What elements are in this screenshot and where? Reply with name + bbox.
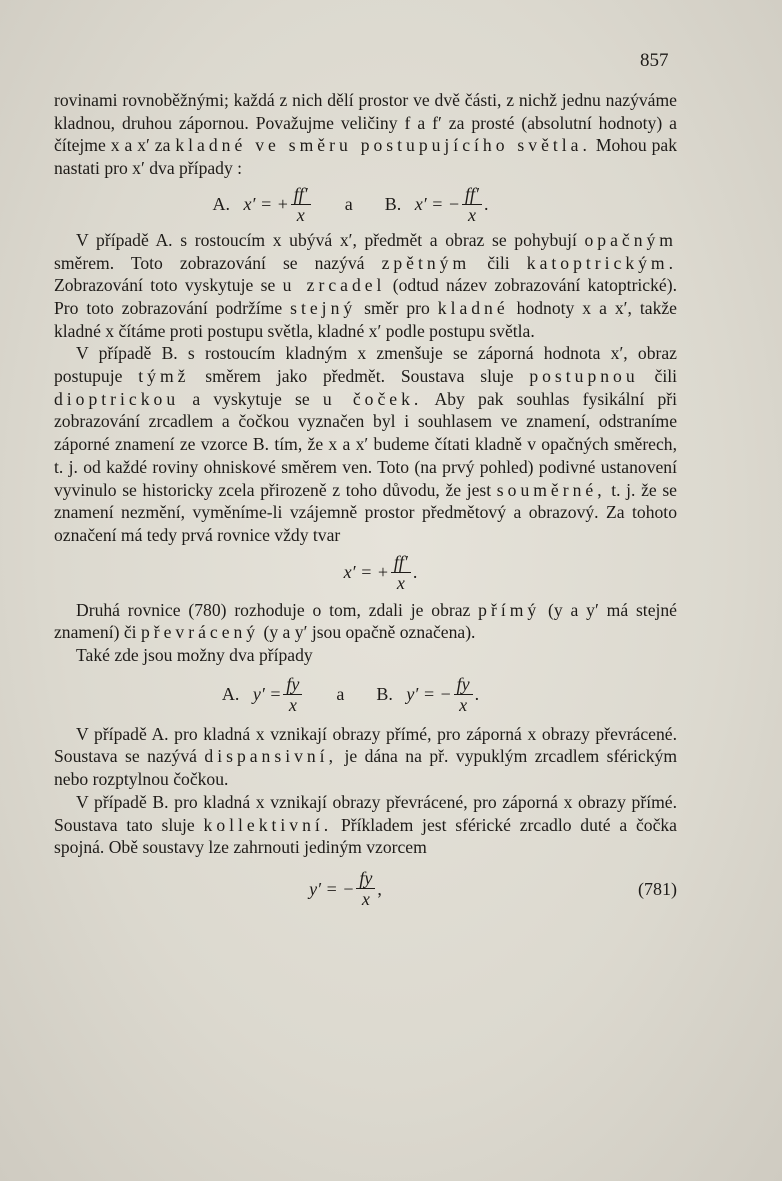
equation-x-general: x′ = + $\frac{ff'}{x}$ . bbox=[343, 552, 418, 594]
fraction: $\frac{ff'}{x}$ bbox=[391, 552, 411, 593]
paragraph-7: V případě B. pro kladná x vznikají obrazy převrácené, pro záporná x obrazy přímé. Soustava tato sluje kollektivní. Příkladem jest sférické zrcadlo duté a čočka spojná. Obě soustavy lze zahrnouti jediným vzorcem bbox=[54, 791, 677, 858]
equation-781: y′ = − $\frac{fy}{x}$ , (781) bbox=[309, 868, 677, 910]
paragraph-2: V případě A. s rostoucím x ubývá x′, předmět a obraz se pohybují opačným směrem. Toto zobrazování se nazývá zpětným čili katoptrickým. Zobrazování toto vyskytuje se u zrcadel (odtud název zobrazování katoptrické). Pro toto zobrazování podržíme stejný směr pro kladné hodnoty x a x′, takže kladné x čítáme proti postupu světla, kladné x′ podle postupu světla. bbox=[54, 229, 677, 341]
page-number: 857 bbox=[640, 50, 669, 71]
fraction: $\frac{ff'}{x}$ bbox=[462, 184, 482, 225]
paragraph-3: V případě B. s rostoucím kladným x zmenšuje se záporná hodnota x′, obraz postupuje týmž směrem jako předmět. Soustava sluje postupnou čili dioptrickou a vyskytuje se u čoček. Aby pak souhlas fysikální při zobrazování zrcadlem a čočkou vyznačen byl i souhlasem ve znamení, odstraníme záporné znamení ze vzorce B. tím, že x a x′ budeme čítati kladně v opačných směrech, t. j. od každé roviny ohniskové směrem ven. Toto (na prvý pohled) podivné ustanovení vyvinulo se historicky zcela přirozeně z toho důvodu, že jest souměrné, t. j. že se znamení nezmění, vyměníme-li vzájemně prostor předmětový a obrazový. Za tohoto označení má tedy prvá rovnice vždy tvar bbox=[54, 343, 677, 545]
equation-x-cases: A. x′ = + $\frac{ff'}{x}$ a B. x′ = − $\frac{ff'}{x}$ . bbox=[212, 183, 489, 225]
fraction: $\frac{fy}{x}$ bbox=[356, 868, 375, 909]
fraction: $\frac{ff'}{x}$ bbox=[291, 184, 311, 225]
equation-number: (781) bbox=[638, 878, 677, 899]
spaced-emphasis: kladné ve směru postupujícího světla. bbox=[175, 135, 591, 156]
fraction: $\frac{fy}{x}$ bbox=[283, 674, 302, 715]
paragraph-4: Druhá rovnice (780) rozhoduje o tom, zdali je obraz přímý (y a y′ má stejné znamení) či převrácený (y a y′ jsou opačně označena). bbox=[54, 599, 677, 643]
equation-y-cases: A. y′ = $\frac{fy}{x}$ a B. y′ = − $\frac{fy}{x}$ . bbox=[221, 674, 480, 716]
paragraph-6: V případě A. pro kladná x vznikají obrazy přímé, pro záporná x obrazy převrácené. Soustava se nazývá dispansivní, je dána na př. vypuklým zrcadlem sférickým nebo rozptylnou čočkou. bbox=[54, 723, 678, 790]
fraction: $\frac{fy}{x}$ bbox=[454, 674, 473, 715]
body-text bbox=[54, 89, 677, 919]
paragraph-5: Také zde jsou možny dva případy bbox=[76, 645, 313, 666]
paragraph-1: rovinami rovnoběžnými; každá z nich dělí prostor ve dvě části, z nichž jednu nazýváme kladnou, druhou zápornou. Považujme veličiny f a f′ za prosté (absolutní hodnoty) a čítejme x a x′ za kladné ve směru postupujícího světla. Mohou pak nastati pro x′ dva případy : bbox=[54, 90, 677, 179]
